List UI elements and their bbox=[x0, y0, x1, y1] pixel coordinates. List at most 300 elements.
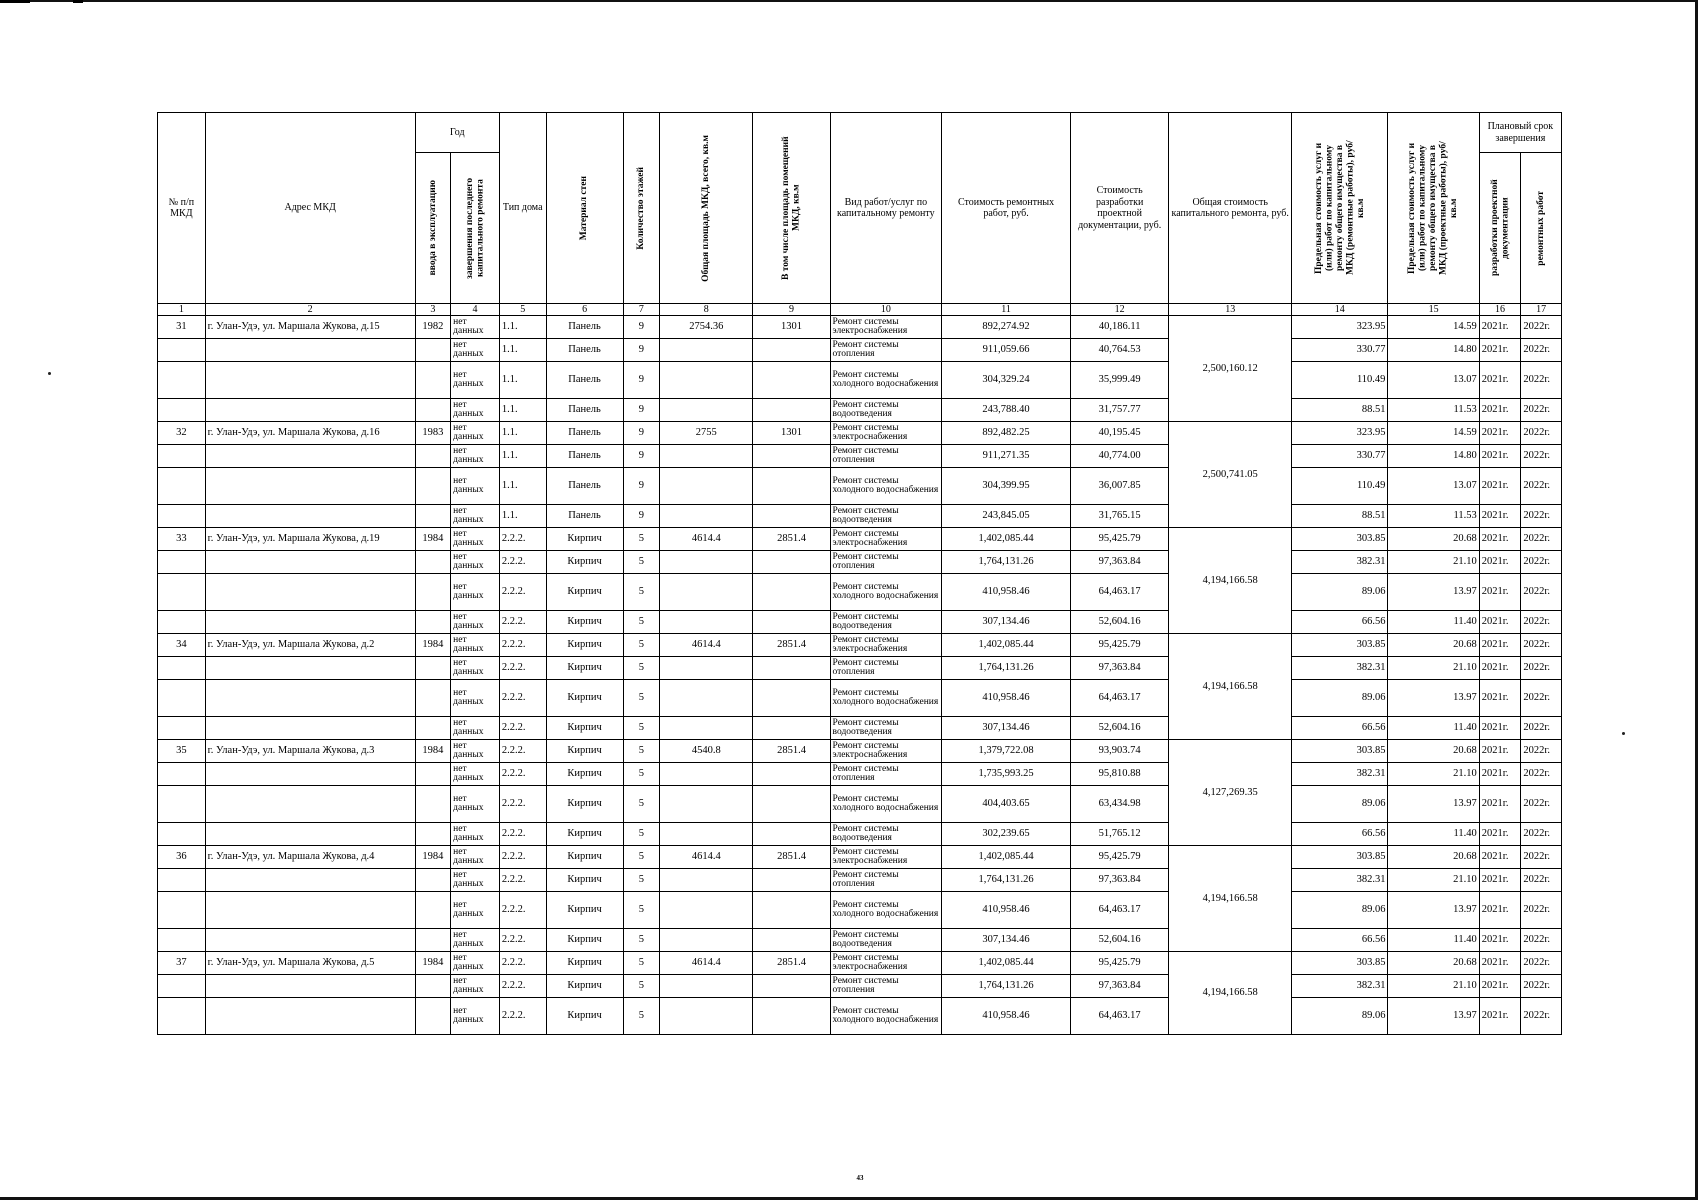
column-number: 2 bbox=[205, 304, 415, 316]
cell-lim1: 303.85 bbox=[1292, 634, 1388, 657]
cell-num bbox=[158, 929, 206, 952]
cell-area: 4614.4 bbox=[660, 634, 753, 657]
cell-floors: 5 bbox=[623, 846, 660, 869]
cell-num: 31 bbox=[158, 316, 206, 339]
cell-living bbox=[753, 657, 830, 680]
cell-design: 51,765.12 bbox=[1070, 823, 1168, 846]
cell-d1: 2021г. bbox=[1479, 399, 1521, 422]
cell-design: 64,463.17 bbox=[1070, 574, 1168, 611]
cell-last: нет данных bbox=[451, 740, 500, 763]
cell-work: Ремонт системы водоотведения bbox=[830, 929, 942, 952]
cell-wall: Кирпич bbox=[546, 528, 623, 551]
cell-design: 95,425.79 bbox=[1070, 846, 1168, 869]
cell-repair: 410,958.46 bbox=[942, 574, 1071, 611]
cell-year bbox=[415, 717, 451, 740]
table-row bbox=[158, 952, 1562, 975]
cell-type: 1.1. bbox=[499, 362, 546, 399]
cell-floors: 9 bbox=[623, 505, 660, 528]
cell-repair: 243,845.05 bbox=[942, 505, 1071, 528]
cell-living bbox=[753, 929, 830, 952]
cell-num bbox=[158, 611, 206, 634]
cell-last: нет данных bbox=[451, 869, 500, 892]
cell-living: 2851.4 bbox=[753, 952, 830, 975]
cell-last: нет данных bbox=[451, 339, 500, 362]
cell-wall: Панель bbox=[546, 339, 623, 362]
column-number: 7 bbox=[623, 304, 660, 316]
cell-year bbox=[415, 763, 451, 786]
cell-living bbox=[753, 680, 830, 717]
cell-design: 40,186.11 bbox=[1070, 316, 1168, 339]
cell-lim2: 13.07 bbox=[1388, 468, 1479, 505]
table-row bbox=[158, 892, 1562, 929]
cell-last: нет данных bbox=[451, 528, 500, 551]
cell-lim1: 382.31 bbox=[1292, 763, 1388, 786]
cell-wall: Кирпич bbox=[546, 786, 623, 823]
cell-lim1: 303.85 bbox=[1292, 846, 1388, 869]
cell-year: 1984 bbox=[415, 634, 451, 657]
table-row bbox=[158, 786, 1562, 823]
cell-lim2: 14.80 bbox=[1388, 339, 1479, 362]
column-number: 8 bbox=[660, 304, 753, 316]
table-row bbox=[158, 657, 1562, 680]
cell-repair: 911,059.66 bbox=[942, 339, 1071, 362]
cell-work: Ремонт системы электроснабжения bbox=[830, 528, 942, 551]
cell-year bbox=[415, 929, 451, 952]
cell-area: 4614.4 bbox=[660, 846, 753, 869]
cell-type: 2.2.2. bbox=[499, 998, 546, 1035]
cell-year bbox=[415, 551, 451, 574]
cell-living: 2851.4 bbox=[753, 740, 830, 763]
cell-repair: 1,402,085.44 bbox=[942, 634, 1071, 657]
cell-addr bbox=[205, 505, 415, 528]
table-row bbox=[158, 740, 1562, 763]
cell-lim1: 323.95 bbox=[1292, 422, 1388, 445]
cell-num bbox=[158, 892, 206, 929]
cell-d1: 2021г. bbox=[1479, 786, 1521, 823]
cell-living bbox=[753, 551, 830, 574]
cell-repair: 304,329.24 bbox=[942, 362, 1071, 399]
cell-floors: 9 bbox=[623, 362, 660, 399]
cell-type: 1.1. bbox=[499, 399, 546, 422]
cell-addr bbox=[205, 611, 415, 634]
header-deadline-design: разработки проектной документации bbox=[1479, 153, 1521, 304]
column-number: 13 bbox=[1169, 304, 1292, 316]
table-row bbox=[158, 445, 1562, 468]
cell-year: 1983 bbox=[415, 422, 451, 445]
table-row bbox=[158, 551, 1562, 574]
cell-wall: Панель bbox=[546, 316, 623, 339]
cell-area bbox=[660, 551, 753, 574]
cell-addr: г. Улан-Удэ, ул. Маршала Жукова, д.15 bbox=[205, 316, 415, 339]
cell-work: Ремонт системы электроснабжения bbox=[830, 740, 942, 763]
cell-lim1: 382.31 bbox=[1292, 975, 1388, 998]
cell-d1: 2021г. bbox=[1479, 316, 1521, 339]
cell-type: 2.2.2. bbox=[499, 657, 546, 680]
cell-d2: 2022г. bbox=[1521, 740, 1562, 763]
scan-mark-left bbox=[0, 0, 30, 3]
cell-year bbox=[415, 505, 451, 528]
cell-num: 35 bbox=[158, 740, 206, 763]
cell-d1: 2021г. bbox=[1479, 574, 1521, 611]
table-row bbox=[158, 316, 1562, 339]
column-number: 12 bbox=[1070, 304, 1168, 316]
column-number: 1 bbox=[158, 304, 206, 316]
cell-d1: 2021г. bbox=[1479, 505, 1521, 528]
cell-living: 2851.4 bbox=[753, 528, 830, 551]
cell-num bbox=[158, 763, 206, 786]
cell-num bbox=[158, 574, 206, 611]
cell-last: нет данных bbox=[451, 657, 500, 680]
table-row bbox=[158, 399, 1562, 422]
cell-lim1: 66.56 bbox=[1292, 929, 1388, 952]
cell-work: Ремонт системы водоотведения bbox=[830, 717, 942, 740]
cell-lim1: 89.06 bbox=[1292, 998, 1388, 1035]
cell-addr bbox=[205, 869, 415, 892]
cell-type: 2.2.2. bbox=[499, 846, 546, 869]
cell-living bbox=[753, 362, 830, 399]
cell-area: 4614.4 bbox=[660, 528, 753, 551]
cell-wall: Кирпич bbox=[546, 975, 623, 998]
cell-last: нет данных bbox=[451, 316, 500, 339]
cell-living: 2851.4 bbox=[753, 846, 830, 869]
cell-living bbox=[753, 399, 830, 422]
cell-floors: 5 bbox=[623, 763, 660, 786]
column-number: 15 bbox=[1388, 304, 1479, 316]
cell-work: Ремонт системы холодного водоснабжения bbox=[830, 362, 942, 399]
cell-d1: 2021г. bbox=[1479, 339, 1521, 362]
cell-area bbox=[660, 929, 753, 952]
cell-total-cost: 2,500,741.05 bbox=[1169, 422, 1292, 528]
scan-mark-right bbox=[73, 0, 83, 3]
cell-type: 2.2.2. bbox=[499, 869, 546, 892]
cell-repair: 307,134.46 bbox=[942, 717, 1071, 740]
cell-area bbox=[660, 505, 753, 528]
cell-area: 2755 bbox=[660, 422, 753, 445]
cell-lim1: 110.49 bbox=[1292, 468, 1388, 505]
cell-area bbox=[660, 892, 753, 929]
cell-last: нет данных bbox=[451, 399, 500, 422]
cell-design: 95,810.88 bbox=[1070, 763, 1168, 786]
cell-num: 32 bbox=[158, 422, 206, 445]
cell-area bbox=[660, 975, 753, 998]
cell-lim2: 20.68 bbox=[1388, 740, 1479, 763]
cell-floors: 5 bbox=[623, 786, 660, 823]
cell-type: 2.2.2. bbox=[499, 786, 546, 823]
cell-lim2: 11.40 bbox=[1388, 823, 1479, 846]
cell-living bbox=[753, 717, 830, 740]
cell-num bbox=[158, 657, 206, 680]
cell-type: 2.2.2. bbox=[499, 823, 546, 846]
cell-num bbox=[158, 786, 206, 823]
cell-year bbox=[415, 998, 451, 1035]
cell-d1: 2021г. bbox=[1479, 680, 1521, 717]
cell-work: Ремонт системы водоотведения bbox=[830, 399, 942, 422]
cell-d2: 2022г. bbox=[1521, 929, 1562, 952]
cell-wall: Кирпич bbox=[546, 869, 623, 892]
cell-lim1: 382.31 bbox=[1292, 869, 1388, 892]
cell-d1: 2021г. bbox=[1479, 869, 1521, 892]
cell-d2: 2022г. bbox=[1521, 846, 1562, 869]
cell-floors: 5 bbox=[623, 657, 660, 680]
cell-lim2: 14.59 bbox=[1388, 422, 1479, 445]
cell-repair: 1,764,131.26 bbox=[942, 975, 1071, 998]
cell-area bbox=[660, 869, 753, 892]
column-number: 5 bbox=[499, 304, 546, 316]
cell-lim1: 66.56 bbox=[1292, 717, 1388, 740]
column-number: 3 bbox=[415, 304, 451, 316]
cell-floors: 5 bbox=[623, 551, 660, 574]
cell-lim2: 21.10 bbox=[1388, 551, 1479, 574]
table-row bbox=[158, 339, 1562, 362]
cell-area bbox=[660, 680, 753, 717]
cell-addr bbox=[205, 339, 415, 362]
cell-living bbox=[753, 574, 830, 611]
table-row bbox=[158, 975, 1562, 998]
cell-area bbox=[660, 717, 753, 740]
cell-work: Ремонт системы холодного водоснабжения bbox=[830, 998, 942, 1035]
cell-d2: 2022г. bbox=[1521, 339, 1562, 362]
cell-addr bbox=[205, 445, 415, 468]
cell-lim1: 89.06 bbox=[1292, 786, 1388, 823]
cell-total-cost: 2,500,160.12 bbox=[1169, 316, 1292, 422]
page-top-border bbox=[0, 0, 1698, 2]
cell-floors: 5 bbox=[623, 611, 660, 634]
cell-lim2: 20.68 bbox=[1388, 634, 1479, 657]
cell-lim2: 13.97 bbox=[1388, 574, 1479, 611]
table-row bbox=[158, 528, 1562, 551]
cell-floors: 5 bbox=[623, 952, 660, 975]
cell-design: 40,195.45 bbox=[1070, 422, 1168, 445]
cell-num bbox=[158, 975, 206, 998]
table-row bbox=[158, 869, 1562, 892]
cell-design: 64,463.17 bbox=[1070, 998, 1168, 1035]
cell-design: 97,363.84 bbox=[1070, 975, 1168, 998]
cell-d1: 2021г. bbox=[1479, 740, 1521, 763]
cell-num bbox=[158, 339, 206, 362]
cell-lim2: 14.59 bbox=[1388, 316, 1479, 339]
cell-area: 4614.4 bbox=[660, 952, 753, 975]
cell-last: нет данных bbox=[451, 634, 500, 657]
cell-year bbox=[415, 445, 451, 468]
cell-d2: 2022г. bbox=[1521, 422, 1562, 445]
cell-work: Ремонт системы электроснабжения bbox=[830, 316, 942, 339]
cell-repair: 911,271.35 bbox=[942, 445, 1071, 468]
cell-year bbox=[415, 362, 451, 399]
cell-addr bbox=[205, 998, 415, 1035]
cell-d1: 2021г. bbox=[1479, 952, 1521, 975]
cell-lim1: 89.06 bbox=[1292, 574, 1388, 611]
cell-living bbox=[753, 975, 830, 998]
cell-last: нет данных bbox=[451, 929, 500, 952]
cell-repair: 307,134.46 bbox=[942, 929, 1071, 952]
cell-repair: 302,239.65 bbox=[942, 823, 1071, 846]
cell-floors: 9 bbox=[623, 339, 660, 362]
cell-d2: 2022г. bbox=[1521, 892, 1562, 929]
table-body bbox=[158, 316, 1562, 1035]
cell-repair: 404,403.65 bbox=[942, 786, 1071, 823]
cell-area bbox=[660, 362, 753, 399]
cell-lim1: 88.51 bbox=[1292, 505, 1388, 528]
cell-d2: 2022г. bbox=[1521, 574, 1562, 611]
table-row bbox=[158, 846, 1562, 869]
cell-wall: Кирпич bbox=[546, 952, 623, 975]
cell-year bbox=[415, 786, 451, 823]
cell-area: 2754.36 bbox=[660, 316, 753, 339]
cell-type: 2.2.2. bbox=[499, 975, 546, 998]
cell-wall: Кирпич bbox=[546, 680, 623, 717]
cell-type: 1.1. bbox=[499, 468, 546, 505]
header-repair-cost: Стоимость ремонтных работ, руб. bbox=[942, 113, 1071, 304]
cell-lim2: 11.40 bbox=[1388, 929, 1479, 952]
cell-floors: 9 bbox=[623, 422, 660, 445]
table-row bbox=[158, 505, 1562, 528]
cell-area bbox=[660, 611, 753, 634]
cell-work: Ремонт системы отопления bbox=[830, 551, 942, 574]
cell-year bbox=[415, 468, 451, 505]
cell-design: 36,007.85 bbox=[1070, 468, 1168, 505]
cell-d1: 2021г. bbox=[1479, 892, 1521, 929]
cell-year bbox=[415, 892, 451, 929]
cell-d1: 2021г. bbox=[1479, 468, 1521, 505]
cell-area bbox=[660, 998, 753, 1035]
cell-floors: 9 bbox=[623, 316, 660, 339]
column-number: 6 bbox=[546, 304, 623, 316]
cell-lim2: 13.97 bbox=[1388, 892, 1479, 929]
cell-addr bbox=[205, 717, 415, 740]
cell-wall: Кирпич bbox=[546, 574, 623, 611]
cell-d2: 2022г. bbox=[1521, 657, 1562, 680]
cell-d2: 2022г. bbox=[1521, 551, 1562, 574]
cell-repair: 243,788.40 bbox=[942, 399, 1071, 422]
cell-repair: 1,379,722.08 bbox=[942, 740, 1071, 763]
cell-wall: Панель bbox=[546, 445, 623, 468]
cell-d1: 2021г. bbox=[1479, 657, 1521, 680]
cell-year: 1984 bbox=[415, 528, 451, 551]
cell-wall: Кирпич bbox=[546, 657, 623, 680]
cell-type: 1.1. bbox=[499, 505, 546, 528]
cell-living bbox=[753, 339, 830, 362]
cell-d2: 2022г. bbox=[1521, 975, 1562, 998]
cell-repair: 1,402,085.44 bbox=[942, 528, 1071, 551]
cell-floors: 5 bbox=[623, 528, 660, 551]
cell-total-cost: 4,194,166.58 bbox=[1169, 528, 1292, 634]
cell-d2: 2022г. bbox=[1521, 468, 1562, 505]
cell-lim1: 89.06 bbox=[1292, 892, 1388, 929]
cell-floors: 5 bbox=[623, 574, 660, 611]
cell-lim1: 89.06 bbox=[1292, 680, 1388, 717]
cell-last: нет данных bbox=[451, 846, 500, 869]
cell-num: 34 bbox=[158, 634, 206, 657]
header-year-last-repair: завершения последнего капитального ремонта bbox=[451, 153, 500, 304]
cell-addr: г. Улан-Удэ, ул. Маршала Жукова, д.2 bbox=[205, 634, 415, 657]
cell-work: Ремонт системы отопления bbox=[830, 975, 942, 998]
cell-wall: Кирпич bbox=[546, 740, 623, 763]
cell-wall: Кирпич bbox=[546, 763, 623, 786]
cell-d2: 2022г. bbox=[1521, 399, 1562, 422]
cell-wall: Панель bbox=[546, 399, 623, 422]
cell-work: Ремонт системы водоотведения bbox=[830, 823, 942, 846]
cell-type: 2.2.2. bbox=[499, 763, 546, 786]
cell-d1: 2021г. bbox=[1479, 998, 1521, 1035]
cell-last: нет данных bbox=[451, 823, 500, 846]
cell-num bbox=[158, 680, 206, 717]
cell-design: 52,604.16 bbox=[1070, 611, 1168, 634]
cell-area bbox=[660, 786, 753, 823]
cell-repair: 892,274.92 bbox=[942, 316, 1071, 339]
cell-wall: Кирпич bbox=[546, 611, 623, 634]
header-limit-design: Предельная стоимость услуг и (или) работ по капитальному ремонту общего имущества в МКД (проектные работы), руб/кв.м bbox=[1388, 113, 1479, 304]
cell-num bbox=[158, 468, 206, 505]
cell-repair: 1,764,131.26 bbox=[942, 657, 1071, 680]
cell-repair: 307,134.46 bbox=[942, 611, 1071, 634]
cell-last: нет данных bbox=[451, 763, 500, 786]
cell-area bbox=[660, 445, 753, 468]
cell-living bbox=[753, 445, 830, 468]
cell-addr bbox=[205, 892, 415, 929]
cell-floors: 9 bbox=[623, 399, 660, 422]
cell-wall: Кирпич bbox=[546, 929, 623, 952]
cell-addr: г. Улан-Удэ, ул. Маршала Жукова, д.5 bbox=[205, 952, 415, 975]
cell-year bbox=[415, 869, 451, 892]
cell-d2: 2022г. bbox=[1521, 680, 1562, 717]
cell-year bbox=[415, 657, 451, 680]
cell-last: нет данных bbox=[451, 786, 500, 823]
cell-wall: Кирпич bbox=[546, 634, 623, 657]
cell-last: нет данных bbox=[451, 975, 500, 998]
cell-d1: 2021г. bbox=[1479, 929, 1521, 952]
cell-year bbox=[415, 399, 451, 422]
header-deadline-repair: ремонтных работ bbox=[1521, 153, 1562, 304]
header-floors: Количество этажей bbox=[623, 113, 660, 304]
cell-addr: г. Улан-Удэ, ул. Маршала Жукова, д.19 bbox=[205, 528, 415, 551]
cell-num bbox=[158, 505, 206, 528]
scan-dot bbox=[48, 372, 51, 375]
cell-type: 2.2.2. bbox=[499, 528, 546, 551]
table-row bbox=[158, 998, 1562, 1035]
cell-lim2: 13.97 bbox=[1388, 786, 1479, 823]
cell-addr bbox=[205, 975, 415, 998]
header-wall: Материал стен bbox=[546, 113, 623, 304]
cell-total-cost: 4,194,166.58 bbox=[1169, 634, 1292, 740]
cell-lim1: 66.56 bbox=[1292, 611, 1388, 634]
cell-year bbox=[415, 680, 451, 717]
cell-addr bbox=[205, 399, 415, 422]
cell-design: 52,604.16 bbox=[1070, 929, 1168, 952]
cell-last: нет данных bbox=[451, 505, 500, 528]
cell-design: 95,425.79 bbox=[1070, 528, 1168, 551]
cell-design: 97,363.84 bbox=[1070, 657, 1168, 680]
repair-register-table bbox=[157, 112, 1562, 1035]
cell-year: 1982 bbox=[415, 316, 451, 339]
cell-type: 1.1. bbox=[499, 316, 546, 339]
cell-addr bbox=[205, 468, 415, 505]
cell-d2: 2022г. bbox=[1521, 763, 1562, 786]
cell-lim1: 303.85 bbox=[1292, 952, 1388, 975]
cell-d1: 2021г. bbox=[1479, 422, 1521, 445]
cell-d1: 2021г. bbox=[1479, 823, 1521, 846]
cell-last: нет данных bbox=[451, 952, 500, 975]
cell-wall: Кирпич bbox=[546, 551, 623, 574]
cell-lim2: 20.68 bbox=[1388, 528, 1479, 551]
cell-year bbox=[415, 574, 451, 611]
header-limit-repair: Предельная стоимость услуг и (или) работ по капитальному ремонту общего имущества в МКД (ремонтные работы), руб/кв.м bbox=[1292, 113, 1388, 304]
column-number: 17 bbox=[1521, 304, 1562, 316]
cell-repair: 1,764,131.26 bbox=[942, 551, 1071, 574]
cell-addr bbox=[205, 551, 415, 574]
cell-work: Ремонт системы отопления bbox=[830, 869, 942, 892]
cell-lim2: 11.53 bbox=[1388, 399, 1479, 422]
cell-work: Ремонт системы холодного водоснабжения bbox=[830, 468, 942, 505]
